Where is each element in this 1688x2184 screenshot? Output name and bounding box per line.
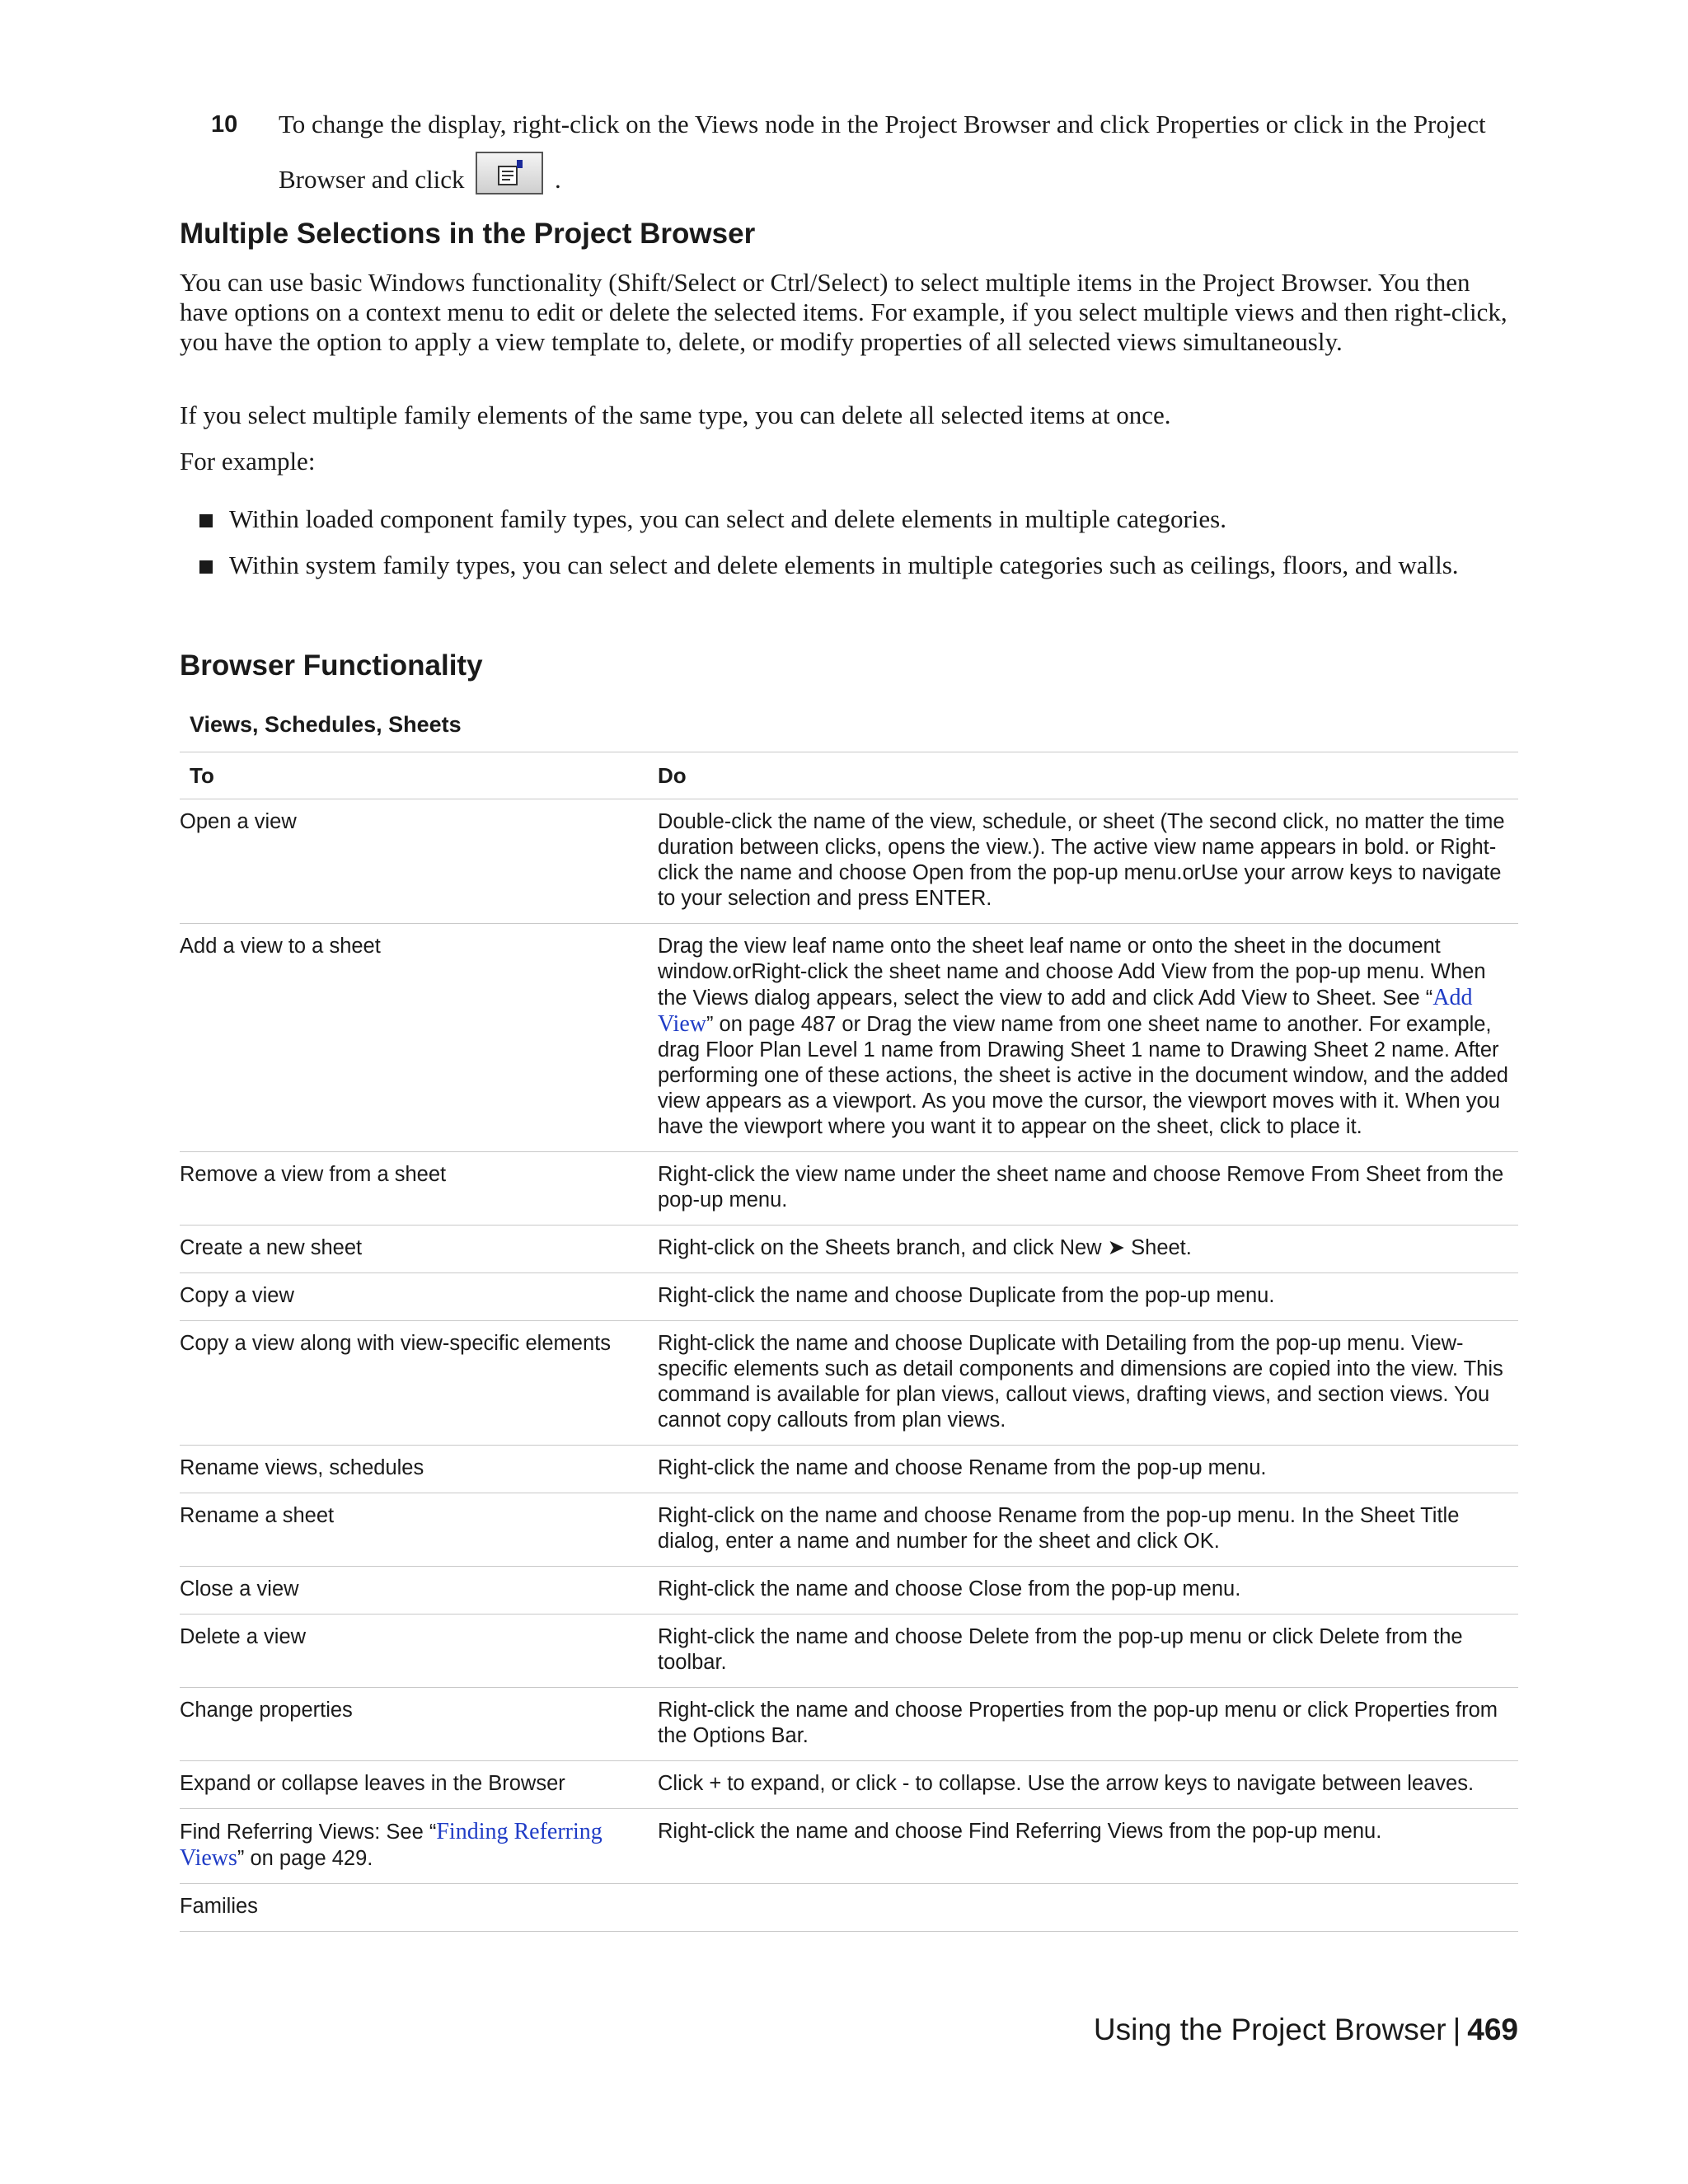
cell-to: Open a view — [180, 810, 297, 833]
cell-to: Close a view — [180, 1577, 299, 1601]
cell-do: Right-click on the name and choose Rename from the pop-up menu. In the Sheet Title dialog, enter a name and number for the sheet and click OK. — [658, 1504, 1460, 1553]
footer-title: Using the Project Browser — [1093, 2013, 1447, 2046]
cell-to: Delete a view — [180, 1625, 307, 1648]
cell-do: Right-click the name and choose Properties from the pop-up menu or click Properties from the Options Bar. — [658, 1699, 1498, 1747]
cell-to: Rename views, schedules — [180, 1456, 424, 1479]
step-number: 10 — [211, 111, 238, 138]
table-row — [180, 1321, 1518, 1446]
column-header-to: To — [190, 763, 214, 788]
cell-to: Create a new sheet — [180, 1236, 363, 1259]
cell-to: Change properties — [180, 1699, 353, 1722]
table-header-row — [180, 752, 1518, 799]
list-item: Within system family types, you can select and delete elements in multiple categories such as ceilings, floors, and walls. — [180, 551, 1518, 580]
bullet-square-icon — [199, 514, 213, 527]
bullet-square-icon — [199, 560, 213, 574]
cell-to: Add a view to a sheet — [180, 935, 381, 958]
table-row — [180, 1226, 1518, 1273]
bullet-list — [180, 504, 1518, 597]
properties-icon[interactable] — [476, 152, 543, 194]
table-row — [180, 799, 1518, 924]
cell-to: Copy a view along with view-specific elements — [180, 1332, 611, 1355]
table-row — [180, 1688, 1518, 1761]
step-text: To change the display, right-click on the Views node in the Project Browser and click Properties or click in the Project Browser and click — [279, 110, 1486, 194]
cell-to: Rename a sheet — [180, 1504, 335, 1527]
table-caption: Views, Schedules, Sheets — [190, 712, 462, 737]
cell-do: Right-click the name and choose Close from the pop-up menu. — [658, 1577, 1241, 1601]
table-row — [180, 1493, 1518, 1567]
table-row — [180, 1446, 1518, 1493]
table-row — [180, 1809, 1518, 1884]
table-row — [180, 1761, 1518, 1809]
cell-do: Click + to expand, or click - to collapse. Use the arrow keys to navigate between leaves. — [658, 1772, 1475, 1795]
cell-do: Drag the view leaf name onto the sheet leaf name or onto the sheet in the document window.orRight-click the sheet name and choose Add View from the pop-up menu. When the Views dialog appears, select the view to add and click Add View to Sheet. See “Add View” on page 487 or Drag the view name from one sheet name to another. For example, drag Floor Plan Level 1 name from Drawing Sheet 1 name to Drawing Sheet 2 name. After performing one of these actions, the sheet is active in the document window, and the added view appears as a viewport. As you move the cursor, the viewport moves with it. When you have the viewport where you want it to appear on the sheet, click to place it. — [658, 935, 1508, 1138]
step-10 — [211, 97, 1517, 207]
finding-referring-views-link[interactable]: Finding Referring Views — [180, 1819, 603, 1871]
paragraph-multiple-selections: You can use basic Windows functionality (Shift/Select or Ctrl/Select) to select multiple items in the Project Browser. You then have options on a context menu to edit or delete the selected items. For example, if you select multiple views and then right-click, you have the option to apply a view template to, delete, or modify properties of all selected views simultaneously. — [180, 268, 1507, 356]
section-heading-browser-functionality: Browser Functionality — [180, 649, 483, 682]
cell-do: Right-click the name and choose Duplicate with Detailing from the pop-up menu. View-specific elements such as detail components and dimensions are copied into the view. This command is available for plan views, callout views, drafting views, and section views. You cannot copy callouts from plan views. — [658, 1332, 1503, 1432]
cell-do: Right-click the name and choose Delete from the pop-up menu or click Delete from the toolbar. — [658, 1625, 1463, 1674]
page-number: 469 — [1467, 2013, 1518, 2046]
table-row — [180, 1567, 1518, 1615]
column-header-do: Do — [658, 763, 687, 788]
cell-do: Right-click the name and choose Duplicate from the pop-up menu. — [658, 1284, 1275, 1307]
table-row — [180, 924, 1518, 1152]
cell-do: Right-click the name and choose Find Referring Views from the pop-up menu. — [658, 1820, 1382, 1843]
cell-to: Copy a view — [180, 1284, 294, 1307]
table-row — [180, 1884, 1518, 1932]
cell-do: Double-click the name of the view, schedule, or sheet (The second click, no matter the time duration between clicks, opens the view.). The active view name appears in bold. or Right-click the name and choose Open from the pop-up menu.orUse your arrow keys to navigate to your selection and press ENTER. — [658, 810, 1505, 910]
cell-do: Right-click the name and choose Rename from the pop-up menu. — [658, 1456, 1267, 1479]
cell-to: Families — [180, 1895, 258, 1918]
cell-do: Right-click on the Sheets branch, and click New ➤ Sheet. — [658, 1236, 1192, 1259]
section-heading-multiple-selections: Multiple Selections in the Project Browser — [180, 218, 756, 250]
cell-to: Remove a view from a sheet — [180, 1163, 447, 1186]
paragraph-family-elements: If you select multiple family elements of the same type, you can delete all selected items at once. — [180, 401, 1171, 429]
list-item: Within loaded component family types, you can select and delete elements in multiple categories. — [180, 504, 1518, 534]
footer-separator: | — [1452, 2013, 1461, 2046]
add-view-link[interactable]: Add View — [658, 985, 1473, 1037]
table-row — [180, 1615, 1518, 1688]
cell-to: Expand or collapse leaves in the Browser — [180, 1772, 565, 1795]
browser-functionality-table — [180, 752, 1518, 1932]
cell-to: Find Referring Views: See “Finding Referring Views” on page 429. — [180, 1819, 603, 1871]
table-row — [180, 1152, 1518, 1226]
cell-do: Right-click the view name under the sheet name and choose Remove From Sheet from the pop-up menu. — [658, 1163, 1504, 1212]
page-footer — [1094, 2013, 1518, 2047]
table-row — [180, 1273, 1518, 1321]
paragraph-for-example: For example: — [180, 447, 316, 476]
step-text-end: . — [555, 165, 561, 194]
cell-do — [658, 1884, 1518, 1932]
